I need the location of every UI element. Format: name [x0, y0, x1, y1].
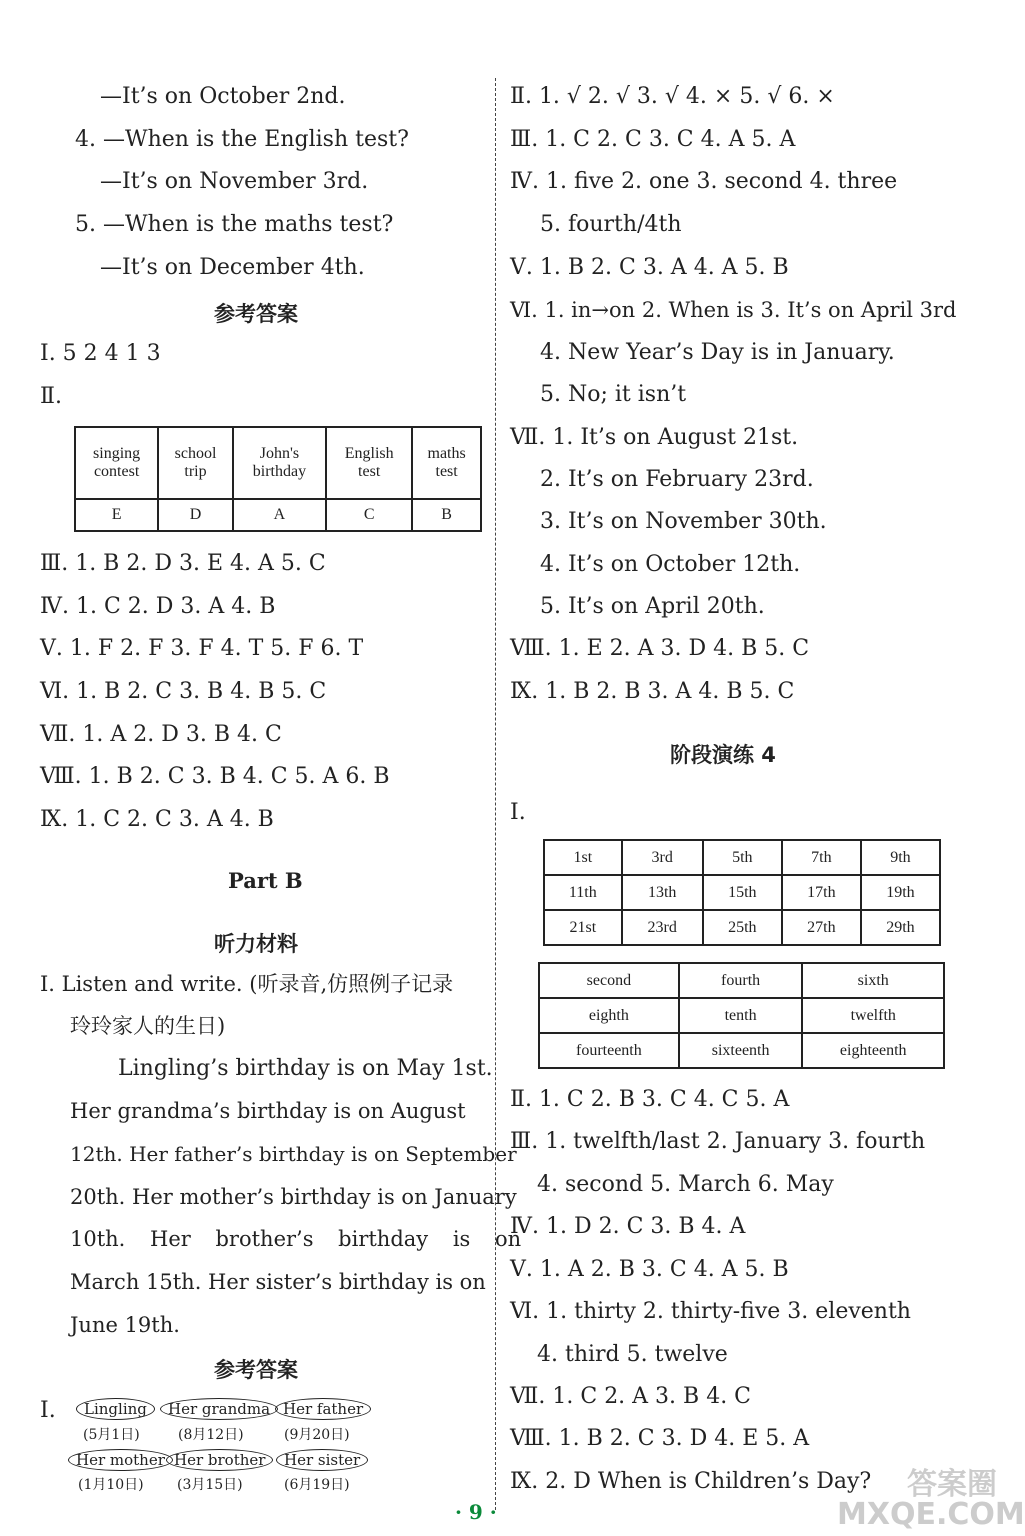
table-cell: sixteenth: [679, 1033, 803, 1068]
listen-line: June 19th.: [70, 1313, 180, 1337]
table-cell: 5th: [703, 840, 782, 875]
table-cell: tenth: [679, 998, 803, 1033]
listen-line: Ⅰ. Listen and write. (听录音,仿照例子记录: [40, 972, 454, 996]
answer-line: Ⅸ. 2. D When is Children’s Day?: [510, 1469, 872, 1494]
listen-line: 12th. Her father’s birthday is on September: [70, 1142, 517, 1166]
answer-line: Ⅴ. 1. F 2. F 3. F 4. T 5. F 6. T: [40, 636, 364, 661]
answer-line: Ⅷ. 1. B 2. C 3. D 4. E 5. A: [510, 1426, 810, 1451]
oval-date: (3月15日): [177, 1477, 243, 1493]
oval-name: Her grandma: [160, 1398, 278, 1420]
part-b-heading: Part B: [228, 868, 303, 893]
answer-line: Ⅴ. 1. A 2. B 3. C 4. A 5. B: [510, 1257, 789, 1282]
table-cell: D: [158, 499, 233, 531]
oval-name: Her sister: [276, 1449, 368, 1471]
listen-line: 10th. Her brother’s birthday is on: [70, 1227, 522, 1251]
answer-line: Ⅱ. 1. √ 2. √ 3. √ 4. × 5. √ 6. ×: [510, 84, 835, 109]
answer-line: Ⅵ. 1. B 2. C 3. B 4. B 5. C: [40, 679, 327, 704]
dialog-line: 4. —When is the English test?: [75, 127, 409, 152]
dialog-line: 5. —When is the maths test?: [75, 212, 394, 237]
answer-line: 3. It’s on November 30th.: [540, 509, 827, 534]
table-cell: eighth: [539, 998, 679, 1033]
answer-line: Ⅲ. 1. twelfth/last 2. January 3. fourth: [510, 1129, 926, 1154]
oval-date: (1月10日): [78, 1477, 144, 1493]
table-cell: 1st: [544, 840, 622, 875]
table-cell: 23rd: [622, 910, 703, 945]
answer-line: 5. It’s on April 20th.: [540, 594, 765, 619]
table-cell: 21st: [544, 910, 622, 945]
ordinal-table: [543, 839, 941, 946]
oval-date: (9月20日): [284, 1427, 350, 1443]
answer-line: Ⅳ. 1. C 2. D 3. A 4. B: [40, 594, 276, 619]
listen-line: March 15th. Her sister’s birthday is on: [70, 1270, 486, 1294]
answer-line: Ⅰ.: [510, 800, 526, 825]
answer-line: Ⅲ. 1. B 2. D 3. E 4. A 5. C: [40, 551, 326, 576]
answer-line: Ⅳ. 1. five 2. one 3. second 4. three: [510, 169, 898, 194]
answer-line: Ⅵ. 1. in→on 2. When is 3. It’s on April 3rd: [510, 298, 957, 322]
table-cell: fourth: [679, 963, 803, 998]
listen-line: Lingling’s birthday is on May 1st.: [118, 1056, 493, 1081]
table-cell: 3rd: [622, 840, 703, 875]
dialog-line: —It’s on October 2nd.: [100, 84, 346, 109]
dialog-line: —It’s on November 3rd.: [100, 169, 369, 194]
table-cell: 29th: [861, 910, 940, 945]
answer-line: Ⅶ. 1. It’s on August 21st.: [510, 425, 799, 450]
table-cell: B: [412, 499, 481, 531]
answer-line: Ⅲ. 1. C 2. C 3. C 4. A 5. A: [510, 127, 796, 152]
table-cell: A: [233, 499, 326, 531]
table-cell: 11th: [544, 875, 622, 910]
table-cell: 19th: [861, 875, 940, 910]
answer-line: 4. New Year’s Day is in January.: [540, 340, 895, 365]
listen-line: 玲玲家人的生日): [70, 1014, 226, 1038]
answer-line: Ⅵ. 1. thirty 2. thirty-five 3. eleventh: [510, 1299, 911, 1324]
answer-line: 4. It’s on October 12th.: [540, 552, 801, 577]
table-cell: maths test: [412, 427, 481, 499]
oval-name: Her brother: [166, 1449, 273, 1471]
answer-line: Ⅸ. 1. C 2. C 3. A 4. B: [40, 807, 274, 832]
table-cell: 9th: [861, 840, 940, 875]
answer-line: Ⅴ. 1. B 2. C 3. A 4. A 5. B: [510, 255, 789, 280]
table-cell: C: [326, 499, 412, 531]
table-cell: 7th: [782, 840, 861, 875]
answer-line: Ⅱ.: [40, 384, 62, 409]
answer-line: Ⅶ. 1. C 2. A 3. B 4. C: [510, 1384, 752, 1409]
answer-line: 4. third 5. twelve: [537, 1342, 728, 1367]
stage-heading: 阶段演练 4: [670, 743, 776, 767]
events-table: [74, 426, 482, 532]
table-cell: John's birthday: [233, 427, 326, 499]
table-cell: eighteenth: [802, 1033, 944, 1068]
answer-line: Ⅷ. 1. B 2. C 3. B 4. C 5. A 6. B: [40, 764, 390, 789]
table-cell: 27th: [782, 910, 861, 945]
table-cell: school trip: [158, 427, 233, 499]
table-cell: twelfth: [802, 998, 944, 1033]
oval-name: Her mother: [68, 1449, 173, 1471]
oval-date: (6月19日): [284, 1477, 350, 1493]
answer-line: Ⅷ. 1. E 2. A 3. D 4. B 5. C: [510, 636, 810, 661]
listen-line: Her grandma’s birthday is on August: [70, 1099, 466, 1123]
oval-date: (5月1日): [83, 1427, 140, 1443]
answer-line: Ⅳ. 1. D 2. C 3. B 4. A: [510, 1214, 746, 1239]
word-table: [538, 962, 945, 1069]
column-divider: [495, 78, 496, 1510]
answer-line: Ⅰ.: [40, 1398, 56, 1423]
answers-heading: 参考答案: [214, 1358, 298, 1382]
table-cell: 17th: [782, 875, 861, 910]
answer-line: Ⅸ. 1. B 2. B 3. A 4. B 5. C: [510, 679, 795, 704]
oval-date: (8月12日): [178, 1427, 244, 1443]
answer-line: 4. second 5. March 6. May: [537, 1172, 834, 1197]
oval-name: Her father: [275, 1398, 371, 1420]
table-cell: E: [75, 499, 158, 531]
watermark-logo: 答案圈 MXQE.COM: [837, 1467, 1025, 1532]
page-number: · 9 ·: [455, 1500, 497, 1524]
answer-line: 5. No; it isn’t: [540, 382, 687, 407]
listening-heading: 听力材料: [214, 932, 298, 956]
table-cell: sixth: [802, 963, 944, 998]
table-cell: fourteenth: [539, 1033, 679, 1068]
table-cell: English test: [326, 427, 412, 499]
answer-line: Ⅶ. 1. A 2. D 3. B 4. C: [40, 722, 282, 747]
answer-line: 2. It’s on February 23rd.: [540, 467, 814, 492]
answers-heading: 参考答案: [214, 302, 298, 326]
listen-line: 20th. Her mother’s birthday is on January: [70, 1185, 517, 1209]
table-cell: singing contest: [75, 427, 158, 499]
table-cell: second: [539, 963, 679, 998]
table-cell: 15th: [703, 875, 782, 910]
table-cell: 13th: [622, 875, 703, 910]
oval-name: Lingling: [76, 1398, 155, 1420]
answer-line: Ⅱ. 1. C 2. B 3. C 4. C 5. A: [510, 1087, 790, 1112]
answer-line: Ⅰ. 5 2 4 1 3: [40, 341, 161, 366]
dialog-line: —It’s on December 4th.: [100, 255, 365, 280]
table-cell: 25th: [703, 910, 782, 945]
answer-line: 5. fourth/4th: [540, 212, 682, 237]
